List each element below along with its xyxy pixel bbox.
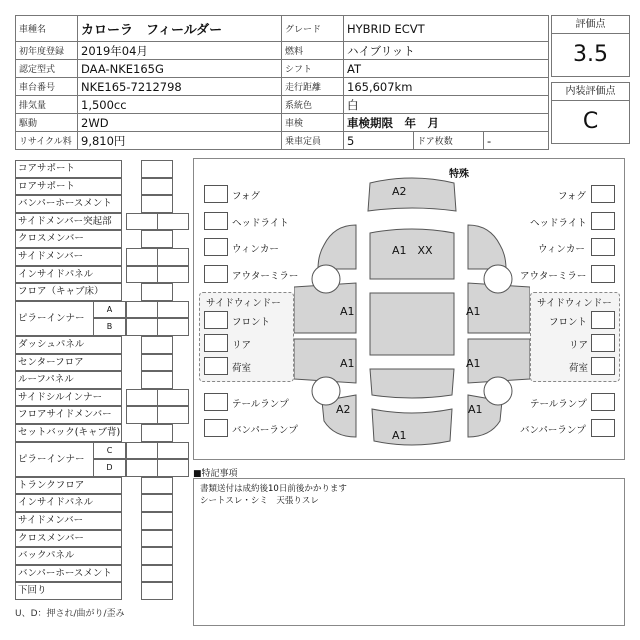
- checklist-box-left[interactable]: [126, 266, 158, 284]
- value-recycle: 9,810円: [78, 132, 282, 150]
- label-fuel: 燃料: [282, 42, 344, 60]
- checklist-footnote: U、D：押され/曲がり/歪み: [15, 609, 125, 619]
- sw-rear-right-label: リア: [569, 340, 589, 351]
- checklist-box-left[interactable]: [126, 213, 158, 231]
- checklist-label: センターフロア: [15, 354, 122, 372]
- checklist-box[interactable]: [141, 371, 173, 389]
- value-fuel: ハイブリット: [344, 42, 549, 60]
- checklist-box[interactable]: [141, 565, 173, 583]
- taillamp-left-checkbox[interactable]: [204, 393, 228, 411]
- checklist-label: ピラーインナー: [15, 301, 94, 336]
- checklist-label: インサイドパネル: [15, 494, 122, 512]
- winker-right-checkbox[interactable]: [591, 238, 615, 256]
- checklist-box-right[interactable]: [157, 406, 189, 424]
- mark-right-rear-door: A1: [466, 357, 481, 370]
- value-displacement: 1,500cc: [78, 96, 282, 114]
- label-drive: 駆動: [16, 114, 78, 132]
- checklist-box-left[interactable]: [126, 442, 158, 460]
- winker-left-checkbox[interactable]: [204, 238, 228, 256]
- headlight-right-label: ヘッドライト: [530, 218, 587, 229]
- checklist-box[interactable]: [141, 160, 173, 178]
- checklist-box-left[interactable]: [126, 248, 158, 266]
- label-displacement: 排気量: [16, 96, 78, 114]
- mark-hood: A2: [392, 185, 407, 198]
- bumperlamp-left-checkbox[interactable]: [204, 419, 228, 437]
- mark-left-rear-fender: A2: [336, 403, 351, 416]
- checklist-box-right[interactable]: [157, 266, 189, 284]
- vehicle-diagram: [193, 158, 625, 460]
- checklist-label: サイドメンバー: [15, 512, 122, 530]
- mark-left-rear-door: A1: [340, 357, 355, 370]
- checklist-label: 下回り: [15, 582, 122, 600]
- overall-score-box: [551, 15, 630, 77]
- fog-left-label: フォグ: [232, 191, 261, 202]
- winker-left-label: ウィンカー: [232, 244, 279, 255]
- mark-right-front-door: A1: [466, 305, 481, 318]
- note-line-1: 書類送付は成約後10日前後かかります: [200, 484, 347, 494]
- taillamp-left-label: テールランプ: [232, 399, 289, 410]
- taillamp-right-label: テールランプ: [530, 399, 587, 410]
- checklist-sub-label: D: [93, 459, 126, 477]
- interior-score-box: [551, 82, 630, 144]
- note-line-2: シートスレ・シミ 天張りスレ: [200, 496, 319, 506]
- value-grade: HYBRID ECVT: [344, 16, 549, 42]
- checklist-box-right[interactable]: [157, 459, 189, 477]
- value-first-reg: 2019年04月: [78, 42, 282, 60]
- checklist-box[interactable]: [141, 283, 173, 301]
- sw-rear-left-label: リア: [232, 340, 252, 351]
- car-body-illustration: [294, 169, 530, 451]
- checklist-box[interactable]: [141, 582, 173, 600]
- checklist-label: コアサポート: [15, 160, 122, 178]
- value-mileage: 165,607km: [344, 78, 549, 96]
- sw-rear-left-checkbox[interactable]: [204, 334, 228, 352]
- side-window-left-title: サイドウィンドー: [206, 298, 281, 309]
- headlight-left-label: ヘッドライト: [232, 218, 289, 229]
- checklist-label: サイドメンバー: [15, 248, 122, 266]
- checklist-box[interactable]: [141, 530, 173, 548]
- checklist-box-left[interactable]: [126, 389, 158, 407]
- sw-cargo-right-checkbox[interactable]: [591, 357, 615, 375]
- checklist-label: バンパーホースメント: [15, 195, 122, 213]
- label-doors: ドア枚数: [414, 132, 484, 150]
- checklist-box[interactable]: [141, 336, 173, 354]
- mark-rear: A1: [392, 429, 407, 442]
- sw-front-left-label: フロント: [232, 317, 271, 328]
- overall-score-value: 3.5: [573, 42, 608, 67]
- bumperlamp-right-label: バンパーランプ: [520, 425, 586, 436]
- left-rear-wheel: [312, 377, 340, 405]
- checklist-box[interactable]: [141, 547, 173, 565]
- mirror-right-checkbox[interactable]: [591, 265, 615, 283]
- checklist-label: インサイドパネル: [15, 266, 122, 284]
- checklist-label: バンパーホースメント: [15, 565, 122, 583]
- checklist-label: クロスメンバー: [15, 530, 122, 548]
- value-shift: AT: [344, 60, 549, 78]
- checklist-label: ルーフパネル: [15, 371, 122, 389]
- value-capacity: 5: [344, 132, 414, 150]
- notes-heading: ■特記事項: [193, 469, 238, 479]
- rear-bumper-panel: [372, 409, 452, 445]
- rear-glass-panel: [370, 369, 454, 398]
- checklist-box[interactable]: [141, 178, 173, 196]
- checklist-label: バックパネル: [15, 547, 122, 565]
- label-grade: グレード: [282, 16, 344, 42]
- left-front-fender: [318, 225, 356, 269]
- sw-cargo-left-label: 荷室: [232, 363, 252, 374]
- checklist-label: トランクフロア: [15, 477, 122, 495]
- checklist-label: ロアサポート: [15, 178, 122, 196]
- checklist-box-left[interactable]: [126, 459, 158, 477]
- label-first-reg: 初年度登録: [16, 42, 78, 60]
- checklist-label: フロア（キャブ床）: [15, 283, 122, 301]
- checklist-box[interactable]: [141, 477, 173, 495]
- interior-score-label: 内装評価点: [552, 83, 629, 101]
- checklist-box-left[interactable]: [126, 318, 158, 336]
- mark-roof: A1 XX: [392, 244, 433, 257]
- checklist-box-right[interactable]: [157, 442, 189, 460]
- right-rear-wheel: [484, 377, 512, 405]
- checklist-box-right[interactable]: [157, 248, 189, 266]
- value-type: DAA-NKE165G: [78, 60, 282, 78]
- sw-front-right-checkbox[interactable]: [591, 311, 615, 329]
- headlight-left-checkbox[interactable]: [204, 212, 228, 230]
- value-doors: -: [484, 132, 549, 150]
- hood-panel: [368, 178, 456, 211]
- vehicle-info-table: [15, 15, 549, 150]
- checklist-sub-label: B: [93, 318, 126, 336]
- checklist-label: ピラーインナー: [15, 442, 94, 477]
- mark-left-front-door: A1: [340, 305, 355, 318]
- fog-right-label: フォグ: [558, 191, 587, 202]
- side-window-right-title: サイドウィンドー: [537, 298, 612, 309]
- sw-cargo-right-label: 荷室: [569, 363, 589, 374]
- fog-right-checkbox[interactable]: [591, 185, 615, 203]
- checklist-box-left[interactable]: [126, 301, 158, 319]
- label-model: 車種名: [16, 16, 78, 42]
- checklist-label: サイドメンバー突起部: [15, 213, 122, 231]
- right-front-wheel: [484, 265, 512, 293]
- checklist-box-right[interactable]: [157, 301, 189, 319]
- left-front-wheel: [312, 265, 340, 293]
- right-front-fender: [468, 225, 506, 269]
- value-inspection: 車検期限 年 月: [344, 114, 549, 132]
- checklist-label: ダッシュパネル: [15, 336, 122, 354]
- sw-front-left-checkbox[interactable]: [204, 311, 228, 329]
- special-label: 特殊: [449, 169, 469, 180]
- value-chassis: NKE165-7212798: [78, 78, 282, 96]
- notes-box: [193, 478, 625, 626]
- bumperlamp-left-label: バンパーランプ: [232, 425, 298, 436]
- checklist-box[interactable]: [141, 424, 173, 442]
- checklist-box[interactable]: [141, 195, 173, 213]
- label-mileage: 走行距離: [282, 78, 344, 96]
- checklist-label: クロスメンバー: [15, 230, 122, 248]
- mark-right-rear-fender: A1: [468, 403, 483, 416]
- headlight-right-checkbox[interactable]: [591, 212, 615, 230]
- mirror-left-checkbox[interactable]: [204, 265, 228, 283]
- value-color: 白: [344, 96, 549, 114]
- value-drive: 2WD: [78, 114, 282, 132]
- checklist-box[interactable]: [141, 230, 173, 248]
- checklist-label: フロアサイドメンバー: [15, 406, 122, 424]
- interior-score-value: C: [582, 109, 599, 134]
- label-inspection: 車検: [282, 114, 344, 132]
- winker-right-label: ウィンカー: [538, 244, 585, 255]
- checklist-box[interactable]: [141, 494, 173, 512]
- sw-front-right-label: フロント: [549, 317, 588, 328]
- checklist-box-left[interactable]: [126, 406, 158, 424]
- label-chassis: 車台番号: [16, 78, 78, 96]
- checklist-box-right[interactable]: [157, 318, 189, 336]
- label-capacity: 乗車定員: [282, 132, 344, 150]
- checklist-box-right[interactable]: [157, 389, 189, 407]
- checklist-sub-label: A: [93, 301, 126, 319]
- checklist-box[interactable]: [141, 354, 173, 372]
- label-color: 系統色: [282, 96, 344, 114]
- bumperlamp-right-checkbox[interactable]: [591, 419, 615, 437]
- fog-left-checkbox[interactable]: [204, 185, 228, 203]
- overall-score-label: 評価点: [552, 16, 629, 34]
- label-shift: シフト: [282, 60, 344, 78]
- checklist-label: セットバック(キャブ背): [15, 424, 122, 442]
- sw-rear-right-checkbox[interactable]: [591, 334, 615, 352]
- label-type: 認定型式: [16, 60, 78, 78]
- value-model: カローラ フィールダー: [78, 16, 282, 42]
- center-panel: [370, 293, 454, 355]
- taillamp-right-checkbox[interactable]: [591, 393, 615, 411]
- sw-cargo-left-checkbox[interactable]: [204, 357, 228, 375]
- checklist-box[interactable]: [141, 512, 173, 530]
- mirror-right-label: アウターミラー: [520, 271, 587, 282]
- checklist-box-right[interactable]: [157, 213, 189, 231]
- mirror-left-label: アウターミラー: [232, 271, 299, 282]
- label-recycle: リサイクル料: [16, 132, 78, 150]
- checklist-sub-label: C: [93, 442, 126, 460]
- checklist-label: サイドシルインナー: [15, 389, 122, 407]
